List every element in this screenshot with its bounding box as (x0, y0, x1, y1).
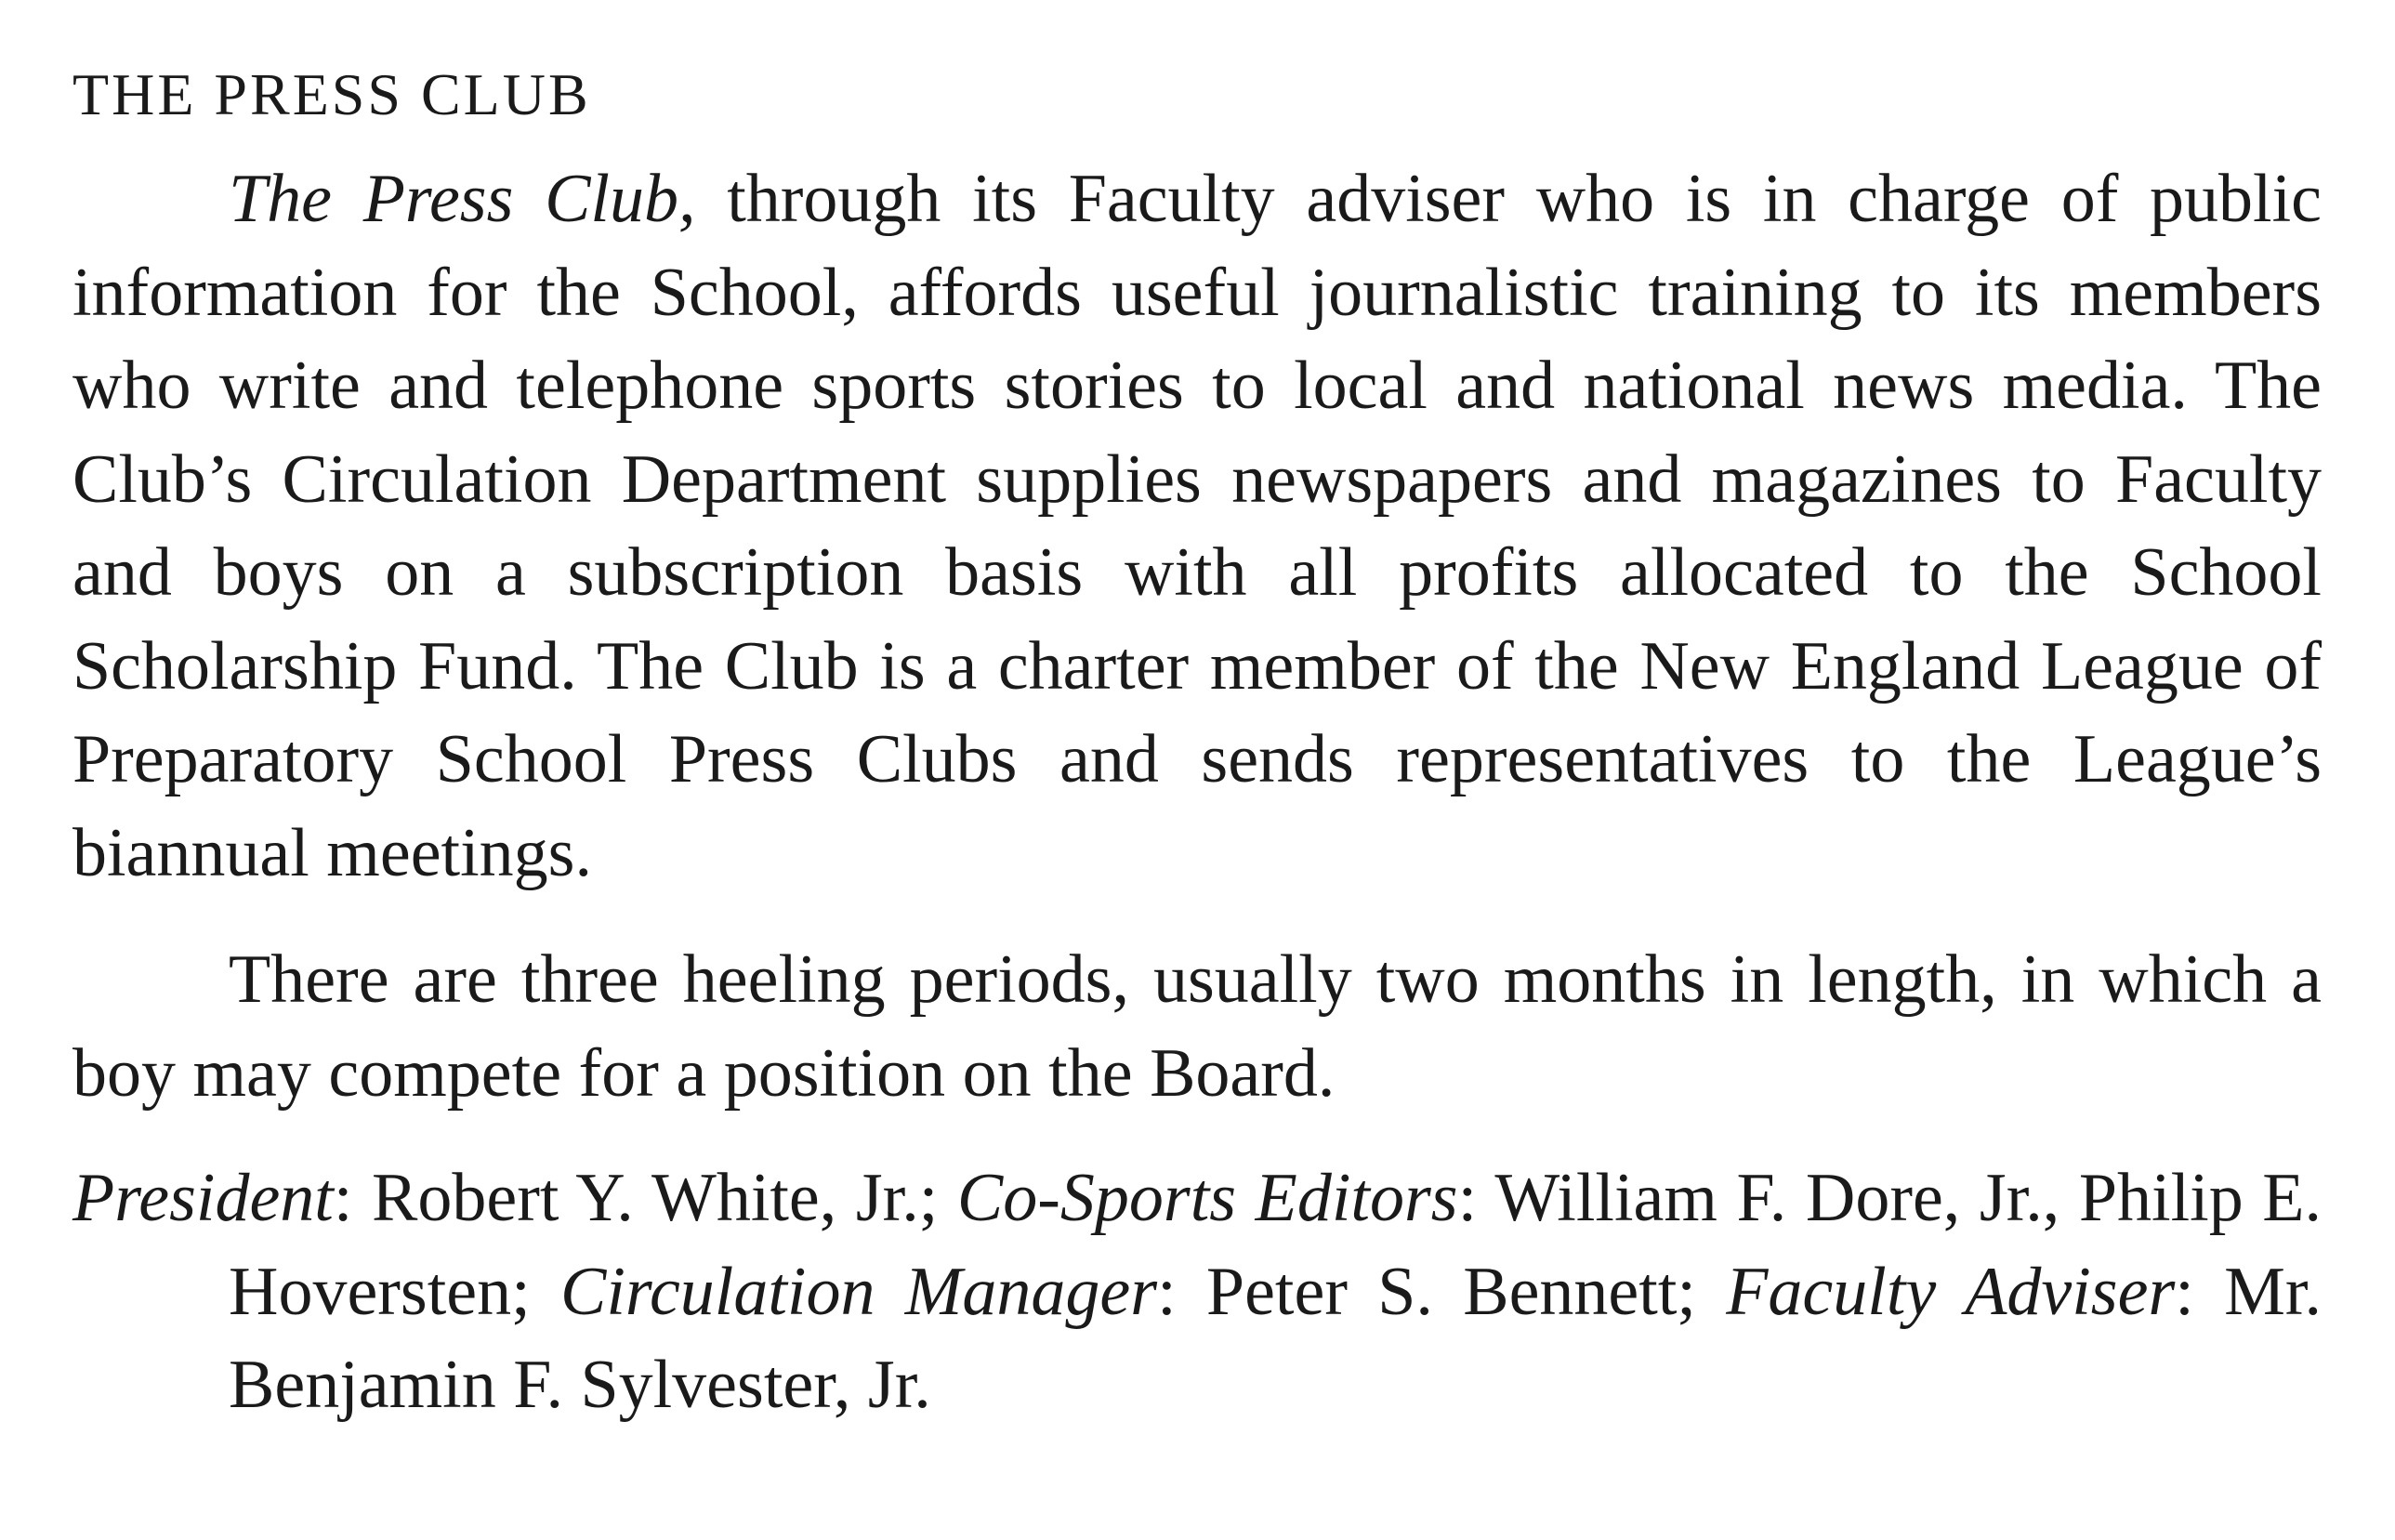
paragraph-description (72, 152, 2322, 900)
document-page (72, 58, 2322, 1432)
club-name-italic: The Press Club, (229, 161, 696, 237)
officer-role: Circulation Manager (559, 1253, 1158, 1330)
officer-names: Mr. Benjamin F. Sylvester, Jr. (229, 1253, 2322, 1423)
officer-names: William F. Dore, Jr., Philip E. Hoversten; (229, 1160, 2323, 1330)
officer-role: Faculty Adviser (1726, 1253, 2176, 1330)
officer-separator: : (1457, 1160, 1495, 1236)
paragraph-description-text: through its Faculty adviser who is in charge of public information for the School, affords useful journalistic training to its members who write and telephone sports stories to local and national news media. The Club’s Circulation Department supplies newspapers and magazines to Faculty and boys on a subscription basis with all profits allocated to the School Scholarship Fund. The Club is a charter member of the New England League of Preparatory School Press Clubs and sends representatives to the League’s biannual meetings. (72, 161, 2322, 891)
section-heading: THE PRESS CLUB (72, 61, 591, 127)
officer-role: Co-Sports Editors (956, 1160, 1458, 1236)
officer-role: President (72, 1160, 334, 1236)
officer-separator: : (2175, 1253, 2225, 1330)
officer-names: Peter S. Bennett; (1205, 1253, 1727, 1330)
paragraph-heeling: There are three heeling periods, usually two months in length, in which a boy may compete for a position on the Board. (72, 941, 2322, 1112)
officer-separator: : (333, 1160, 373, 1236)
officer-names: Robert Y. White, Jr.; (372, 1160, 957, 1236)
officer-separator: : (1157, 1253, 1206, 1330)
officers-list (72, 1152, 2322, 1432)
